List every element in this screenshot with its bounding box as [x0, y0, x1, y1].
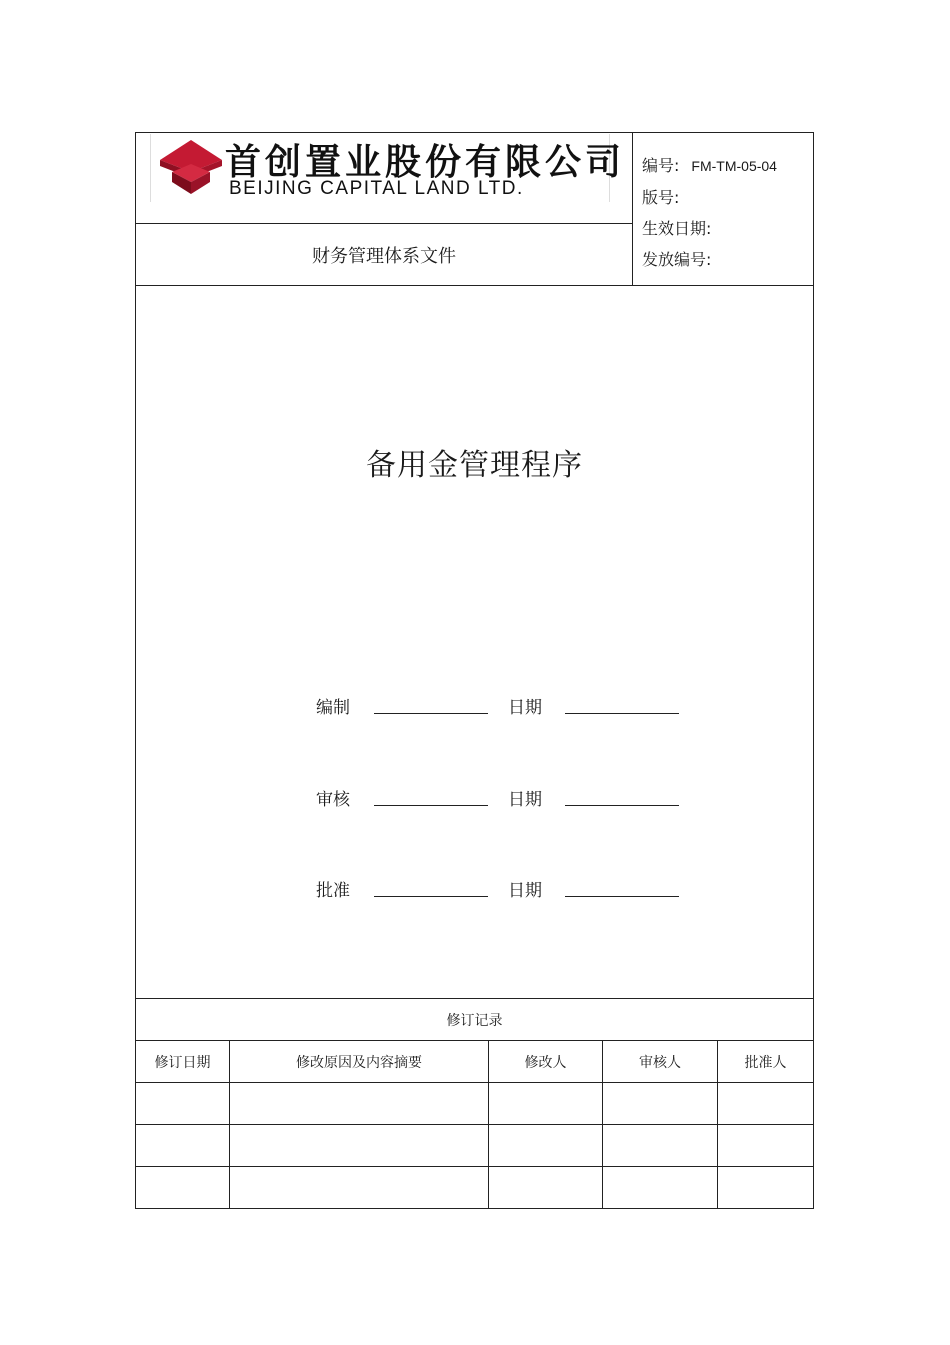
- doc-number-value: FM-TM-05-04: [691, 158, 777, 174]
- logo-pyramid-icon: [158, 138, 224, 196]
- prepared-by-label: 编制: [316, 698, 350, 718]
- effective-date-label: 生效日期:: [642, 219, 712, 238]
- company-name-cn: 首创置业股份有限公司: [225, 142, 626, 183]
- reviewed-by-label: 审核: [316, 790, 350, 810]
- col-approved-by: 批准人: [744, 1054, 787, 1071]
- table-row: [136, 1125, 813, 1166]
- revision-record-title: 修订记录: [446, 1012, 503, 1029]
- prepared-by-field[interactable]: [374, 713, 488, 714]
- col-revision-date: 修订日期: [154, 1054, 211, 1071]
- doc-number-label: 编号:: [642, 156, 680, 175]
- approved-date-label: 日期: [508, 881, 542, 901]
- logo-frame-left: [150, 134, 151, 202]
- header-bottom-line: [135, 285, 814, 286]
- col-modified-by: 修改人: [524, 1054, 567, 1071]
- col-reviewed-by: 审核人: [639, 1054, 681, 1071]
- doc-number-row: [642, 153, 777, 176]
- table-row: [136, 1167, 813, 1208]
- issue-number-label: 发放编号:: [642, 250, 712, 269]
- version-label: 版号:: [642, 188, 680, 207]
- reviewed-by-field[interactable]: [374, 805, 488, 806]
- header-divider-vertical: [632, 132, 633, 285]
- approved-by-label: 批准: [316, 881, 350, 901]
- document-title: 备用金管理程序: [366, 448, 583, 483]
- table-row: [136, 1083, 813, 1124]
- col-revision-summary: 修改原因及内容摘要: [296, 1054, 422, 1071]
- document-category: 财务管理体系文件: [312, 245, 456, 267]
- company-name-en: BEIJING CAPITAL LAND LTD.: [229, 178, 524, 199]
- prepared-date-field[interactable]: [565, 713, 679, 714]
- reviewed-date-field[interactable]: [565, 805, 679, 806]
- approved-by-field[interactable]: [374, 896, 488, 897]
- approved-date-field[interactable]: [565, 896, 679, 897]
- reviewed-date-label: 日期: [508, 790, 542, 810]
- prepared-date-label: 日期: [508, 698, 542, 718]
